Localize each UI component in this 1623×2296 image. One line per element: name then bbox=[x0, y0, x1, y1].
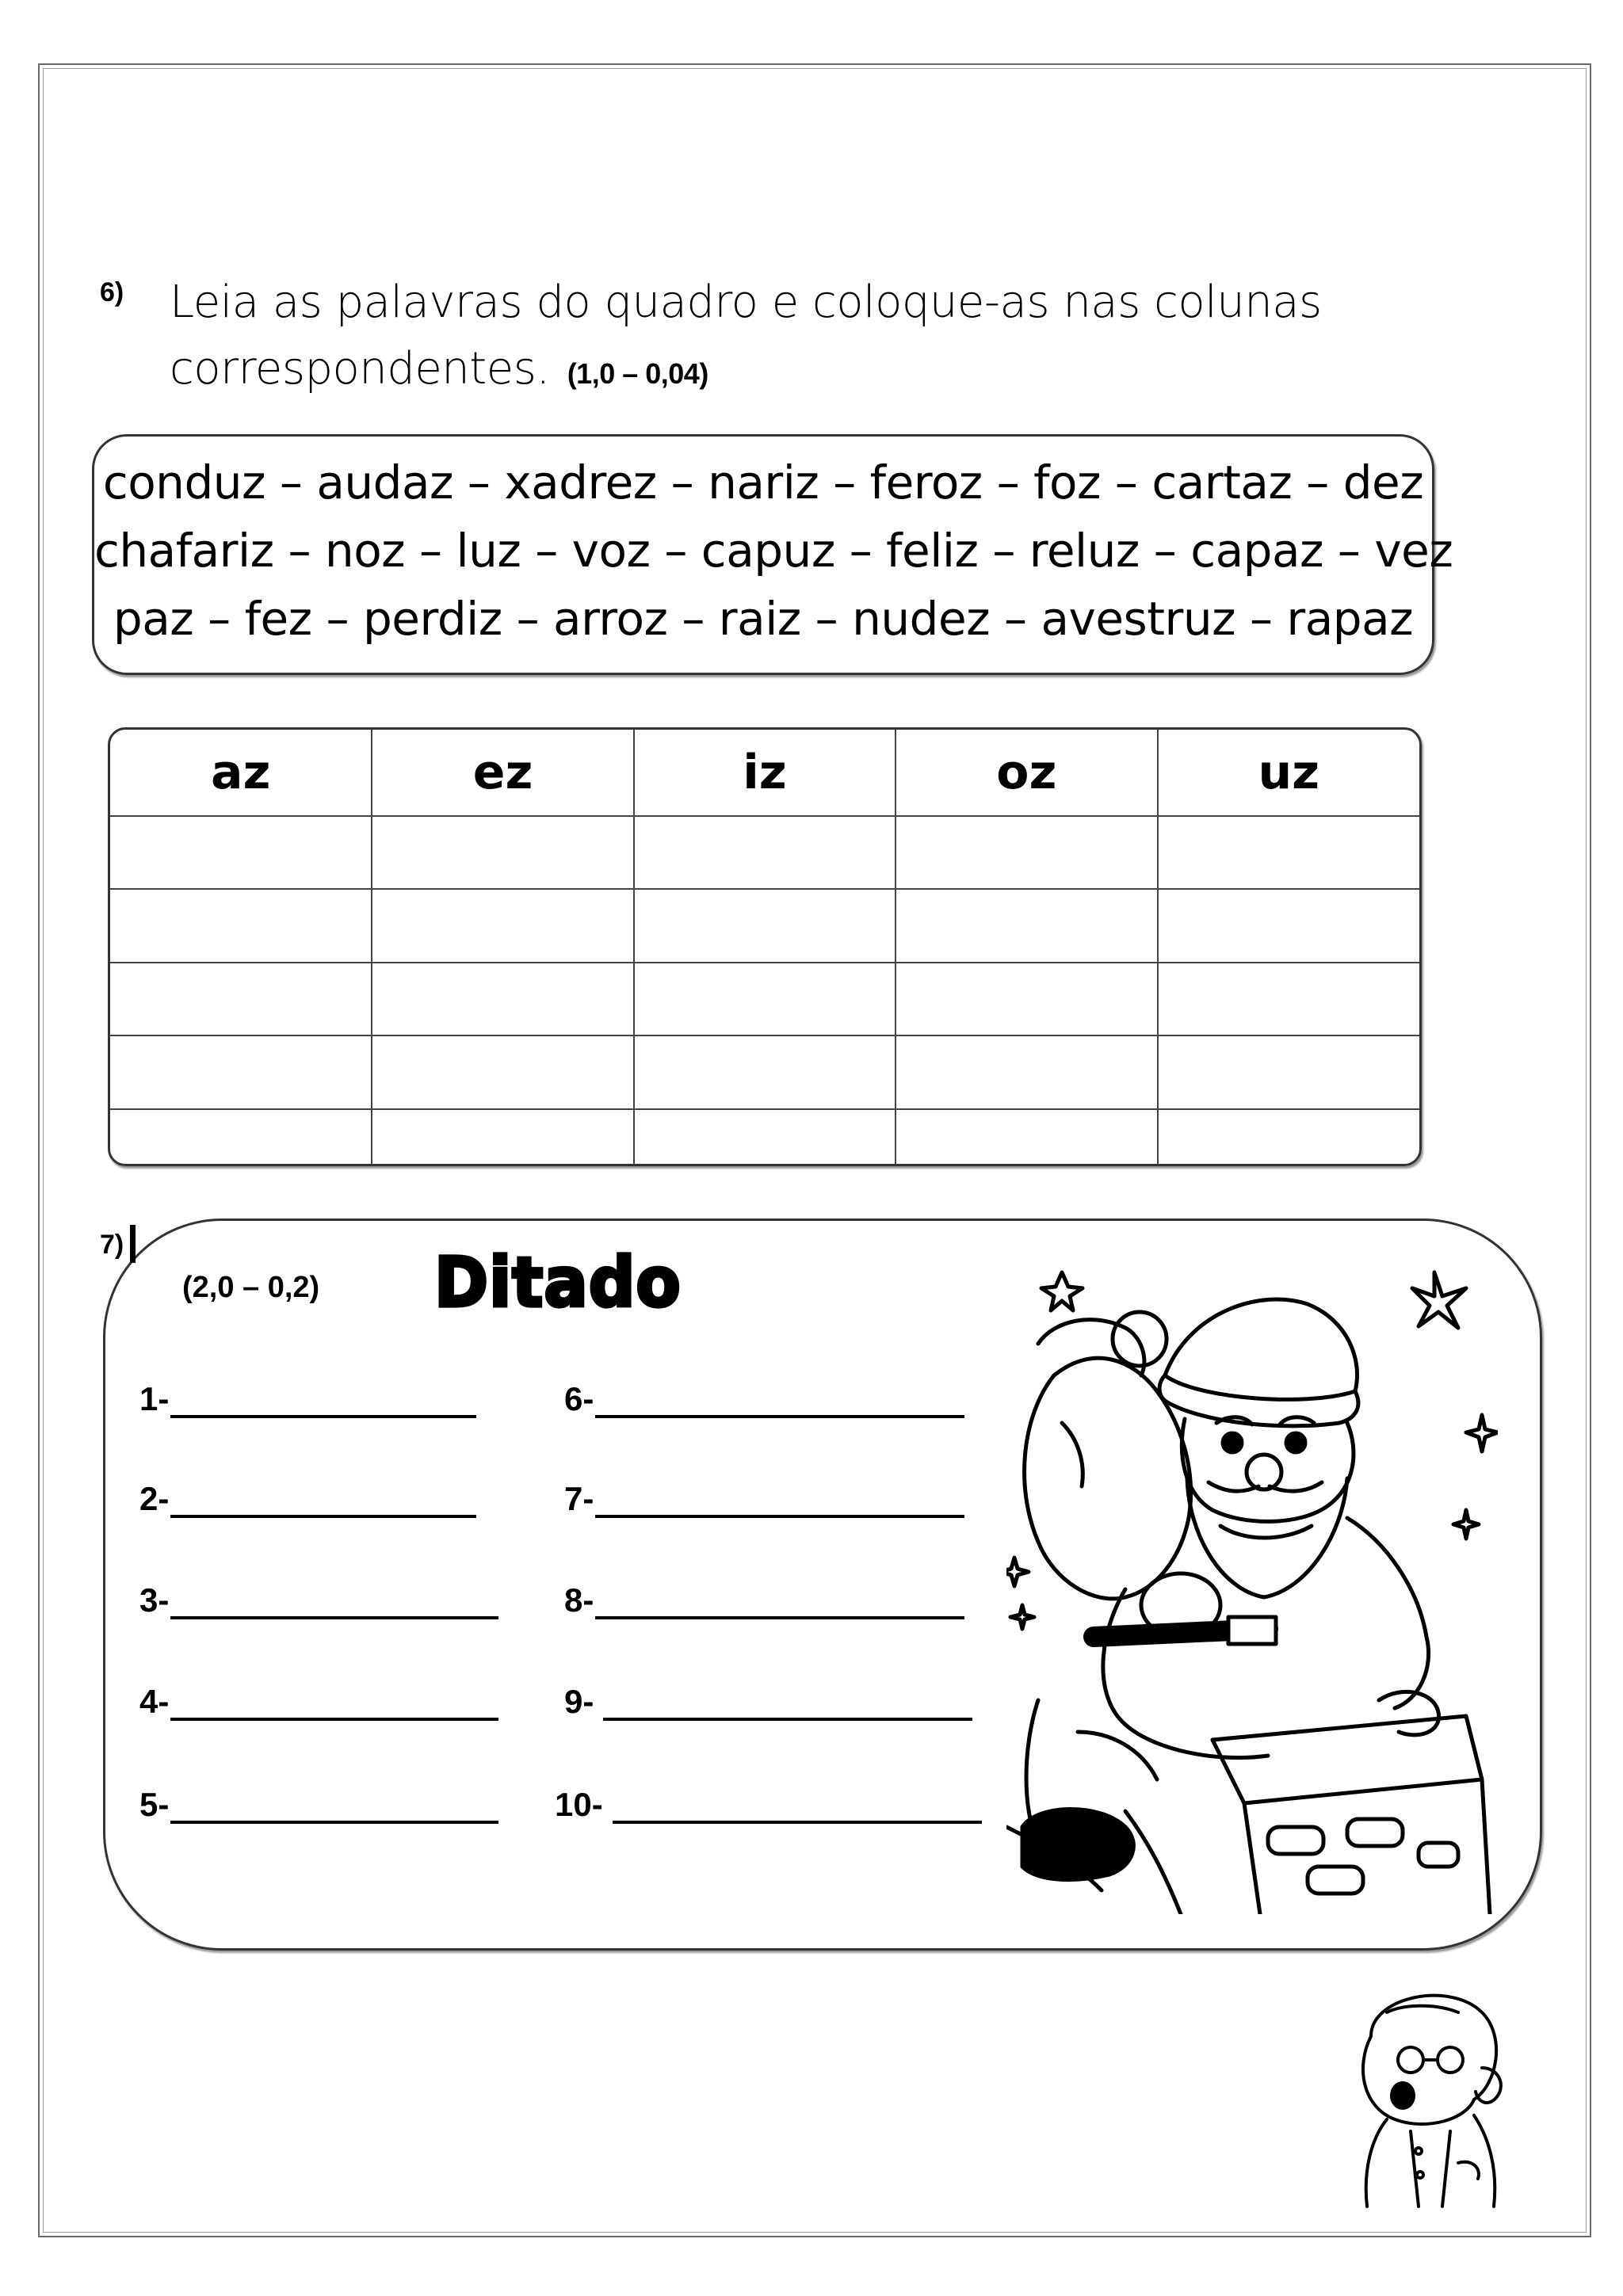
answer-cell[interactable] bbox=[110, 1109, 372, 1164]
item-number: 1- bbox=[139, 1380, 170, 1417]
sorting-table bbox=[108, 727, 1422, 1166]
column-header-ez: ez bbox=[372, 730, 633, 816]
answer-rule[interactable] bbox=[595, 1486, 964, 1518]
column-header-uz: uz bbox=[1158, 730, 1419, 816]
answer-cell[interactable] bbox=[634, 963, 896, 1035]
answer-cell[interactable] bbox=[896, 963, 1157, 1035]
item-number: 6- bbox=[564, 1380, 594, 1417]
dictation-line-7[interactable] bbox=[564, 1480, 964, 1518]
answer-cell[interactable] bbox=[372, 1109, 633, 1164]
word-line-1: conduz – audaz – xadrez – nariz – feroz – foz – cartaz – dez bbox=[102, 456, 1424, 509]
table-row bbox=[110, 1035, 1419, 1108]
instruction-line-2: correspondentes. bbox=[170, 343, 550, 395]
answer-cell[interactable] bbox=[372, 889, 633, 962]
answer-cell[interactable] bbox=[372, 1035, 633, 1108]
item-number: 4- bbox=[139, 1683, 170, 1720]
dictation-line-1[interactable] bbox=[139, 1380, 476, 1418]
table-row bbox=[110, 963, 1419, 1035]
answer-cell[interactable] bbox=[110, 963, 372, 1035]
answer-rule[interactable] bbox=[170, 1588, 498, 1619]
answer-cell[interactable] bbox=[110, 816, 372, 889]
answer-cell[interactable] bbox=[634, 889, 896, 962]
word-box bbox=[92, 434, 1453, 675]
answer-cell[interactable] bbox=[372, 963, 633, 1035]
table-row bbox=[110, 1109, 1419, 1164]
answer-cell[interactable] bbox=[896, 816, 1157, 889]
item-number: 5- bbox=[139, 1786, 170, 1823]
answer-rule[interactable] bbox=[595, 1386, 964, 1418]
item-number: 7- bbox=[564, 1480, 594, 1517]
item-number: 10- bbox=[555, 1786, 603, 1823]
child-illustration bbox=[1339, 1981, 1522, 2210]
answer-cell[interactable] bbox=[372, 816, 633, 889]
column-header-oz: oz bbox=[896, 730, 1157, 816]
answer-rule[interactable] bbox=[170, 1386, 476, 1418]
answer-rule[interactable] bbox=[170, 1792, 498, 1824]
dictation-line-9[interactable] bbox=[564, 1683, 972, 1721]
answer-cell[interactable] bbox=[110, 889, 372, 962]
answer-cell[interactable] bbox=[110, 1035, 372, 1108]
answer-cell[interactable] bbox=[896, 889, 1157, 962]
dictation-title: Ditado bbox=[434, 1243, 682, 1323]
item-number: 9- bbox=[564, 1683, 594, 1720]
answer-rule[interactable] bbox=[170, 1689, 498, 1721]
dictation-line-8[interactable] bbox=[564, 1581, 964, 1619]
dictation-line-4[interactable] bbox=[139, 1683, 498, 1721]
question-6-number: 6) bbox=[100, 277, 124, 307]
text-cursor bbox=[130, 1225, 136, 1263]
question-6-score: (1,0 – 0,04) bbox=[567, 357, 708, 390]
dictation-line-5[interactable] bbox=[139, 1786, 498, 1824]
answer-cell[interactable] bbox=[634, 816, 896, 889]
instruction-line-1: Leia as palavras do quadro e coloque-as nas colunas bbox=[170, 277, 1322, 328]
word-line-2: chafariz – noz – luz – voz – capuz – feliz – reluz – capaz – vez bbox=[94, 524, 1453, 578]
question-7-score: (2,0 – 0,2) bbox=[182, 1271, 320, 1304]
word-line-3: paz – fez – perdiz – arroz – raiz – nudez – avestruz – rapaz bbox=[113, 592, 1414, 646]
dictation-line-10[interactable] bbox=[555, 1786, 982, 1824]
dictation-line-6[interactable] bbox=[564, 1380, 964, 1418]
answer-cell[interactable] bbox=[1158, 816, 1419, 889]
answer-rule[interactable] bbox=[603, 1689, 972, 1721]
question-6-instructions bbox=[170, 269, 1406, 407]
answer-cell[interactable] bbox=[1158, 1035, 1419, 1108]
santa-claus-illustration bbox=[1006, 1257, 1498, 1914]
question-7-number: 7) bbox=[100, 1230, 124, 1260]
table-row bbox=[110, 816, 1419, 889]
answer-cell[interactable] bbox=[896, 1035, 1157, 1108]
dictation-line-3[interactable] bbox=[139, 1581, 498, 1619]
column-header-iz: iz bbox=[634, 730, 896, 816]
answer-cell[interactable] bbox=[1158, 1109, 1419, 1164]
item-number: 3- bbox=[139, 1581, 170, 1619]
answer-cell[interactable] bbox=[634, 1035, 896, 1108]
dictation-line-2[interactable] bbox=[139, 1480, 476, 1518]
item-number: 8- bbox=[564, 1581, 594, 1619]
answer-cell[interactable] bbox=[1158, 963, 1419, 1035]
item-number: 2- bbox=[139, 1480, 170, 1517]
answer-rule[interactable] bbox=[595, 1588, 964, 1619]
answer-rule[interactable] bbox=[613, 1792, 982, 1824]
answer-cell[interactable] bbox=[896, 1109, 1157, 1164]
table-row bbox=[110, 889, 1419, 962]
answer-cell[interactable] bbox=[634, 1109, 896, 1164]
answer-cell[interactable] bbox=[1158, 889, 1419, 962]
answer-rule[interactable] bbox=[170, 1486, 476, 1518]
column-header-az: az bbox=[110, 730, 372, 816]
